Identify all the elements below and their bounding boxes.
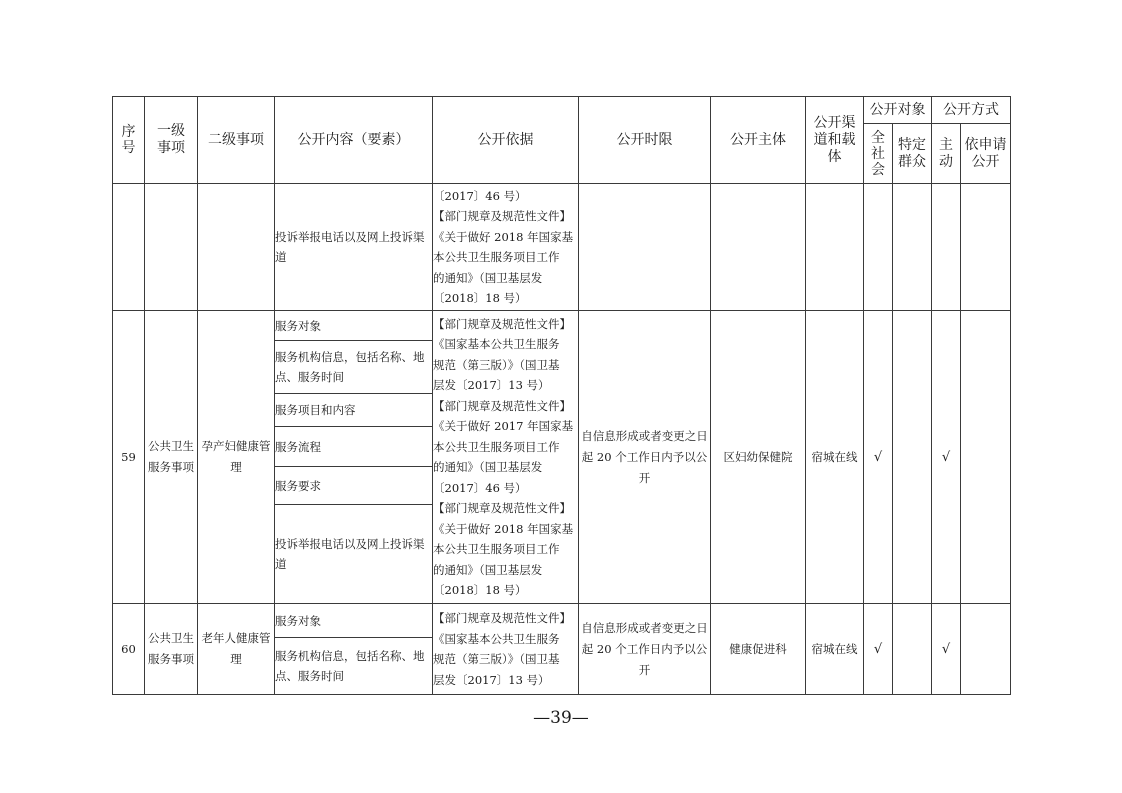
cont-target-all-cell (864, 184, 893, 311)
row59-level2: 孕产妇健康管理 (198, 311, 275, 604)
table-row (113, 184, 1011, 311)
cont-level2-cell (198, 184, 275, 311)
content-cell: 服务要求 (275, 467, 433, 505)
basis-line: 《关于做好 2017 年国家基 (433, 419, 574, 433)
cont-method-active-cell (932, 184, 961, 311)
basis-line: 本公共卫生服务项目工作 (433, 439, 560, 454)
header-channel: 公开渠道和载体 (806, 97, 864, 184)
row59-method-request (961, 311, 1011, 604)
basis-line: 【部门规章及规范性文件】 (433, 611, 571, 625)
basis-line: 层发〔2017〕13 号） (433, 378, 550, 392)
content-cell: 投诉举报电话以及网上投诉渠道 (275, 505, 433, 604)
basis-line: 规范（第三版）》（国卫基 (433, 652, 560, 666)
basis-cell (433, 604, 579, 695)
basis-cell (433, 184, 579, 311)
header-method-request: 依申请公开 (961, 124, 1011, 184)
table-row (113, 311, 1011, 341)
basis-line: 【部门规章及规范性文件】 (433, 501, 571, 515)
row59-method-active: √ (932, 311, 961, 604)
cont-level1-cell (145, 184, 198, 311)
cont-method-request-cell (961, 184, 1011, 311)
basis-cell (433, 311, 579, 604)
row60-target-specific (893, 604, 932, 695)
basis-line: 【部门规章及规范性文件】 (433, 398, 571, 413)
basis-line: 《关于做好 2018 年国家基 (433, 229, 574, 244)
basis-line: 规范（第三版）》（国卫基 (433, 357, 560, 372)
row60-target-all: √ (864, 604, 893, 695)
row60-subject: 健康促进科 (711, 604, 806, 695)
header-level1: 一级事项 (145, 97, 198, 184)
basis-line: 【部门规章及规范性文件】 (433, 209, 571, 223)
basis-line: 的通知》（国卫基层发 (433, 270, 543, 285)
header-row-1 (113, 97, 1011, 124)
cont-channel-cell (806, 184, 864, 311)
basis-line: 〔2018〕18 号） (433, 291, 527, 305)
content-cell: 投诉举报电话以及网上投诉渠道 (275, 184, 433, 311)
header-content: 公开内容（要素） (275, 97, 433, 184)
basis-line: 《国家基本公共卫生服务 (433, 631, 560, 646)
basis-line: 的通知》（国卫基层发 (433, 562, 543, 577)
row59-level1: 公共卫生服务事项 (145, 311, 198, 604)
page-number: —39— (533, 708, 589, 728)
row60-channel: 宿城在线 (806, 604, 864, 695)
basis-line: 层发〔2017〕13 号） (433, 672, 550, 687)
cont-subject-cell (711, 184, 806, 311)
header-level2: 二级事项 (198, 97, 275, 184)
table-row (113, 604, 1011, 638)
header-index: 序号 (113, 97, 145, 184)
basis-line: 〔2018〕18 号） (433, 583, 527, 597)
row59-channel: 宿城在线 (806, 311, 864, 604)
header-time-limit: 公开时限 (579, 97, 711, 184)
header-basis: 公开依据 (433, 97, 579, 184)
basis-line: 本公共卫生服务项目工作 (433, 250, 560, 264)
row59-subject: 区妇幼保健院 (711, 311, 806, 604)
cont-time-cell (579, 184, 711, 311)
basis-line: 〔2017〕46 号） (433, 188, 527, 203)
basis-line: 【部门规章及规范性文件】 (433, 316, 571, 331)
header-target-specific: 特定群众 (893, 124, 932, 184)
content-cell: 服务流程 (275, 427, 433, 467)
row60-level1: 公共卫生服务事项 (145, 604, 198, 695)
basis-line: 本公共卫生服务项目工作 (433, 542, 560, 556)
header-subject: 公开主体 (711, 97, 806, 184)
row60-level2: 老年人健康管理 (198, 604, 275, 695)
header-target-all: 全社会 (864, 124, 893, 184)
content-cell: 服务机构信息，包括名称、地点、服务时间 (275, 341, 433, 394)
content-cell: 服务对象 (275, 311, 433, 341)
content-cell: 服务项目和内容 (275, 394, 433, 427)
basis-line: 〔2017〕46 号） (433, 480, 527, 495)
row59-target-specific (893, 311, 932, 604)
header-method-active: 主动 (932, 124, 961, 184)
basis-line: 《关于做好 2018 年国家基 (433, 521, 574, 536)
row59-target-all: √ (864, 311, 893, 604)
basis-line: 《国家基本公共卫生服务 (433, 337, 560, 351)
content-cell: 服务机构信息，包括名称、地点、服务时间 (275, 638, 433, 695)
row59-time-limit: 自信息形成或者变更之日起 20 个工作日内予以公开 (579, 311, 711, 604)
header-method-group: 公开方式 (932, 97, 1011, 124)
row60-index: 60 (113, 604, 145, 695)
header-target-group: 公开对象 (864, 97, 932, 124)
row59-index: 59 (113, 311, 145, 604)
disclosure-table (112, 96, 1011, 695)
content-cell: 服务对象 (275, 604, 433, 638)
cont-target-specific-cell (893, 184, 932, 311)
row60-method-active: √ (932, 604, 961, 695)
basis-line: 的通知》（国卫基层发 (433, 460, 543, 474)
row60-method-request (961, 604, 1011, 695)
cont-index-cell (113, 184, 145, 311)
row60-time-limit: 自信息形成或者变更之日起 20 个工作日内予以公开 (579, 604, 711, 695)
